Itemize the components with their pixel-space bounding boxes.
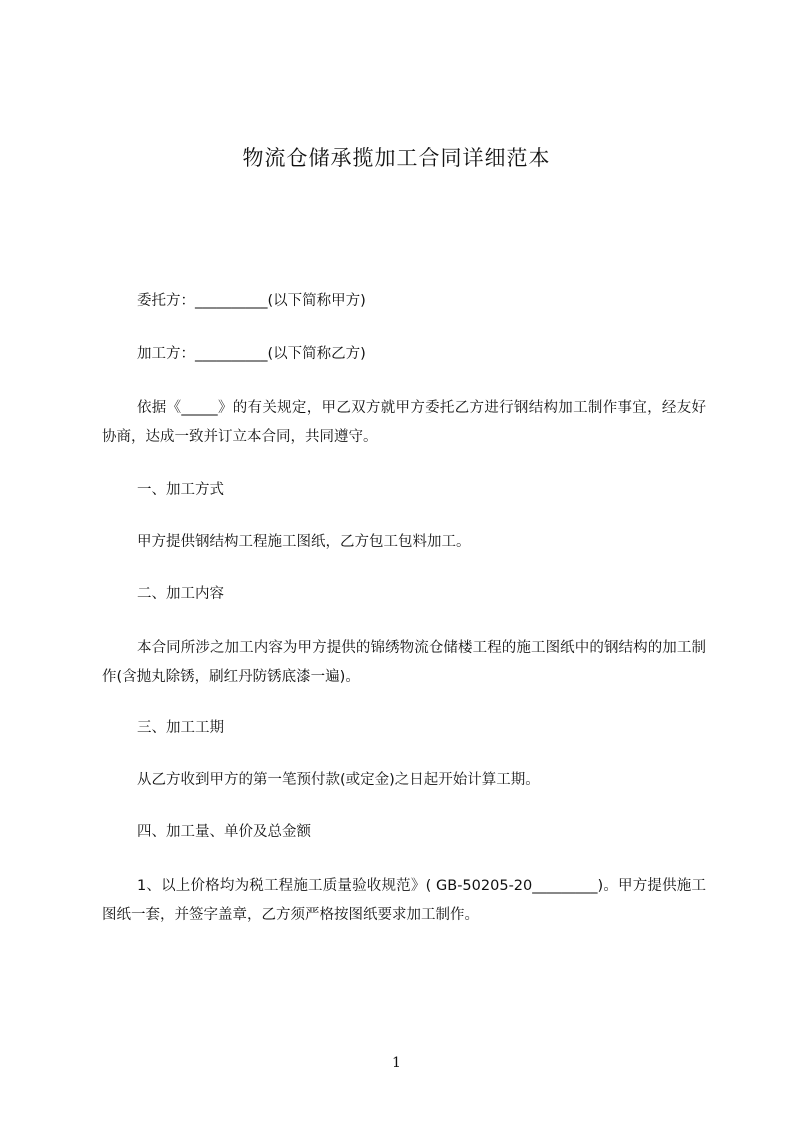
section-3-body: 从乙方收到甲方的第一笔预付款(或定金)之日起开始计算工期。 <box>137 772 540 788</box>
section-1-body: 甲方提供钢结构工程施工图纸，乙方包工包料加工。 <box>137 534 471 550</box>
intro-paragraph: 依据《_____》的有关规定，甲乙双方就甲方委托乙方进行钢结构加工制作事宜，经友好协商，达成一致并订立本合同，共同遵守。 <box>102 400 706 445</box>
section-2-body: 本合同所涉之加工内容为甲方提供的锦绣物流仓储楼工程的施工图纸中的钢结构的加工制作(含抛丸除锈，刷红丹防锈底漆一遍)。 <box>102 640 706 685</box>
section-4-item-1: 1、以上价格均为税工程施工质量验收规范》( GB-50205-20_________)。甲方提供施工图纸一套，并签字盖章，乙方须严格按图纸要求加工制作。 <box>102 878 706 923</box>
section-4-heading: 四、加工量、单价及总金额 <box>137 824 311 840</box>
page-number: 1 <box>392 1055 401 1071</box>
section-3-heading: 三、加工工期 <box>137 720 224 736</box>
section-2-heading: 二、加工内容 <box>137 586 224 602</box>
section-1-heading: 一、加工方式 <box>137 482 224 498</box>
principal-line: 委托方：__________(以下简称甲方) <box>137 293 366 309</box>
processor-line: 加工方：__________(以下简称乙方) <box>137 346 366 362</box>
document-title: 物流仓储承揽加工合同详细范本 <box>242 146 551 170</box>
